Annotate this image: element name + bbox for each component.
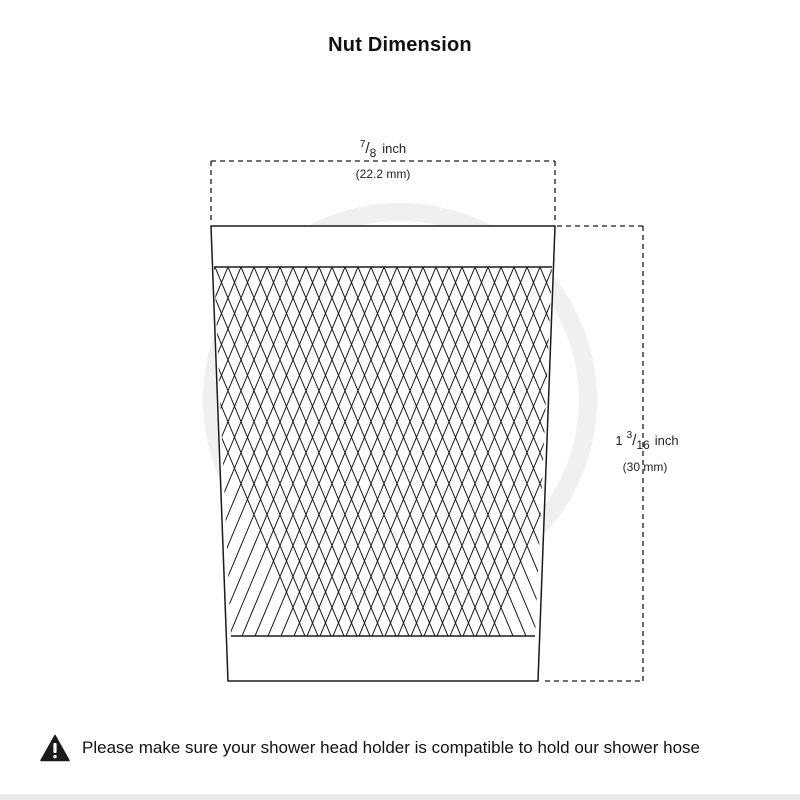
knurl-line <box>644 267 799 636</box>
knurl-line <box>631 267 786 636</box>
height-numerator: 3 <box>626 430 633 441</box>
width-numerator: 7 <box>359 139 366 150</box>
knurl-line <box>605 267 760 636</box>
width-metric: (22.2 mm) <box>355 167 411 181</box>
height-unit: inch <box>654 433 679 448</box>
compatibility-notice <box>40 734 780 762</box>
knurl-line <box>73 267 228 636</box>
knurl-line <box>0 267 150 636</box>
notice-text: Please make sure your shower head holder is compatible to hold our shower hose <box>82 738 701 757</box>
knurl-line <box>60 267 215 636</box>
knurl-line <box>47 267 202 636</box>
height-denominator: 16 <box>636 438 650 452</box>
width-unit: inch <box>382 141 407 156</box>
knurl-line <box>579 267 734 636</box>
diagram-title: Nut Dimension <box>328 34 472 56</box>
height-label: 1 $^3$/16 inch <box>615 430 679 452</box>
bottom-divider <box>0 794 800 800</box>
knurl-line <box>8 267 163 636</box>
width-denominator: 8 <box>369 146 377 160</box>
warning-icon <box>40 734 70 762</box>
knurl-line <box>34 267 189 636</box>
width-label: $^7$/8 inch <box>359 139 407 160</box>
knurl-line <box>21 267 176 636</box>
height-whole: 1 <box>615 433 623 448</box>
height-metric: (30 mm) <box>622 460 668 474</box>
knurl-line <box>592 267 747 636</box>
